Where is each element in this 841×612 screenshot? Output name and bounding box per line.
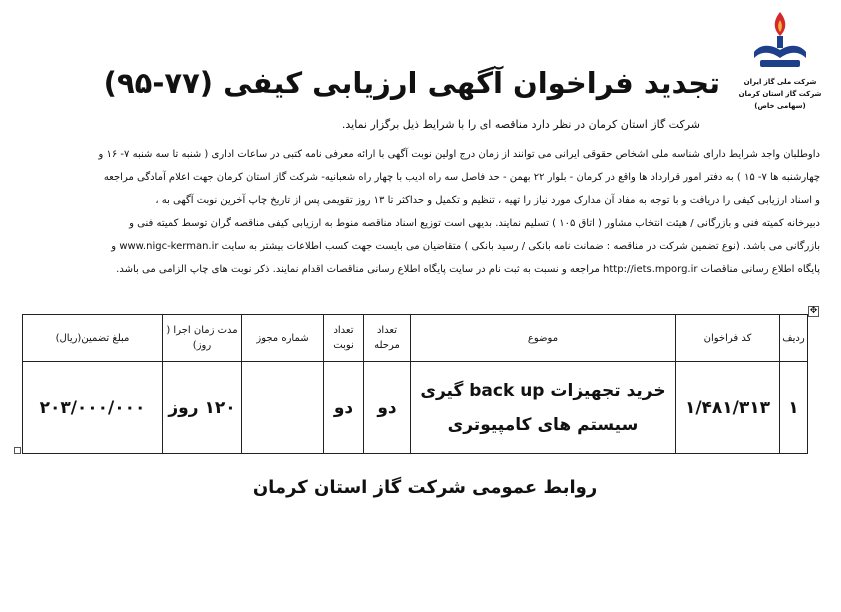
body-line: و اسناد ارزیابی کیفی را دریافت و با توجه به مفاد آن مدارک مورد نیاز را تهیه ، تنظیم و تکمیل و حداکثر تا ۱۳ روز تقویمی پس از تاریخ چاپ آخرین نوبت آگهی به ،	[155, 195, 820, 206]
logo-line-company: شرکت ملی گاز ایران	[743, 78, 817, 86]
subject-line: خرید تجهیزات back up گیری	[420, 380, 666, 401]
table-resize-handle-icon[interactable]	[14, 447, 21, 454]
body-line: چهارشنبه ها ۷- ۱۵ ) به دفتر امور قرارداد ها واقع در کرمان - بلوار ۲۲ بهمن - حد فاصل سه راه ادیب با چهار راه شعبانیه- شرکت گاز استان کرمان جهت اعلام آمادگی مراجعه	[103, 172, 820, 183]
cell-rounds: دو	[324, 362, 364, 454]
header-rounds: تعداد نوبت	[324, 315, 364, 362]
cell-subject	[411, 362, 676, 454]
header-permit: شماره مجوز	[242, 315, 324, 362]
header-guarantee: مبلغ تضمین(ریال)	[23, 315, 163, 362]
cell-row-number: ۱	[780, 362, 808, 454]
header-subject: موضوع	[411, 315, 676, 362]
cell-stages: دو	[364, 362, 411, 454]
header-stages: تعداد مرحله	[364, 315, 411, 362]
subject-line: سیستم های کامپیوتری	[447, 414, 639, 435]
table-row	[23, 362, 808, 454]
cell-permit	[242, 362, 324, 454]
header-duration: مدت زمان اجرا ( روز)	[163, 315, 242, 362]
body-line: داوطلبان واجد شرایط دارای شناسه ملی اشخاص حقوقی ایرانی می توانند از زمان درج اولین نوبت آگهی با ارائه معرفی نامه کتبی در ساعات اداری ( شنبه تا سه شنبه ۷- ۱۶ و	[98, 149, 820, 160]
table-move-handle-icon[interactable]: ✥	[809, 306, 818, 316]
tender-table	[22, 314, 808, 454]
logo-line-type: (سهامی خاص)	[754, 102, 806, 110]
cell-duration: ۱۲۰ روز	[163, 362, 242, 454]
nigc-emblem-icon	[746, 8, 814, 76]
header-call-code: کد فراخوان	[676, 315, 780, 362]
notice-title: تجدید فراخوان آگهی ارزیابی کیفی (۷۷-۹۵)	[103, 66, 720, 100]
logo-line-branch: شرکت گاز استان کرمان	[738, 90, 822, 98]
cell-call-code: ۱/۴۸۱/۳۱۳	[676, 362, 780, 454]
cell-guarantee: ۲۰۳/۰۰۰/۰۰۰	[23, 362, 163, 454]
notice-body	[20, 143, 820, 281]
notice-subtitle: شرکت گاز استان کرمان در نظر دارد مناقصه ای را با شرایط ذیل برگزار نماید.	[341, 118, 700, 131]
footer-signature: روابط عمومی شرکت گاز استان کرمان	[252, 477, 598, 498]
body-line: دبیرخانه کمیته فنی و بازرگانی / هیئت انتخاب مشاور ( اتاق ۱۰۵ ) تسلیم نمایند. بدیهی است توزیع اسناد مناقصه منوط به ارزیابی کیفی مناقصه گران توسط کمیته فنی و	[129, 218, 820, 229]
table-header-row	[23, 315, 808, 362]
body-line: پایگاه اطلاع رسانی مناقصات http://iets.mporg.ir مراجعه و نسبت به ثبت نام در سایت پایگاه اطلاع رسانی مناقصات اقدام نمایند. ذکر نوبت های چاپ الزامی می باشد.	[116, 264, 820, 275]
body-line: بازرگانی می باشد. (نوع تضمین شرکت در مناقصه : ضمانت نامه بانکی / رسید بانکی ) متقاضیان می بایست جهت کسب اطلاعات بیشتر به سایت www.nigc-kerman.ir و	[111, 241, 820, 252]
header-row-number: ردیف	[780, 315, 808, 362]
company-logo	[732, 8, 828, 120]
